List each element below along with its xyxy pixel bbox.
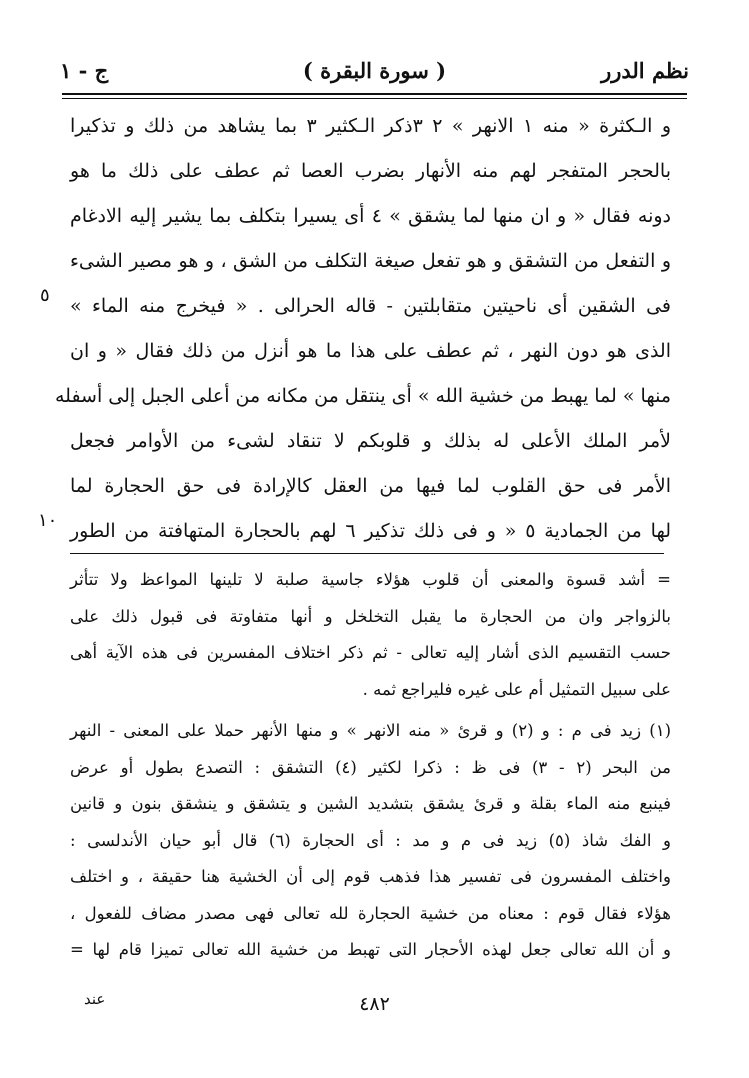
header-double-rule	[62, 93, 687, 99]
volume-label: ج - ١	[60, 58, 109, 83]
main-line: بالحجر المتفجر لهم منه الأنهار بضرب العصا ثم عطف على ذلك ما هو	[70, 160, 671, 182]
main-line: الأمر فى حق القلوب لما فيها من العقل كالإرادة فى حق الحجارة لما	[70, 475, 671, 497]
main-line: و الـكثرة « منه ١ الانهر » ٢ ٣ذكر الـكثير ٣ بما يشاهد من ذلك و تذكيرا	[70, 115, 672, 137]
footnote-line: و الفك شاذ (٥) زيد فى م و مد : أى الحجارة (٦) قال أبو حيان الأندلسى :	[70, 830, 671, 850]
main-line: فى الشقين أى ناحيتين متقابلتين - قاله الحرالى . « فيخرج منه الماء »	[70, 295, 671, 317]
note-line: = أشد قسوة والمعنى أن قلوب هؤلاء جاسية صلبة لا تلينها المواعظ ولا تتأثر	[70, 570, 671, 589]
continued-note	[70, 562, 671, 708]
page-number: ٤٨٢	[359, 993, 390, 1015]
running-header	[60, 50, 689, 90]
footnote-line: و أن الله تعالى جعل لهذه الأحجار التى تهبط من خشية الله تعالى تميزا قام لها =	[70, 940, 671, 959]
footnote-line: فينبع منه الماء بقلة و قرئ يشقق بتشديد الشين و يتشقق و ينشقق بنون و قانين	[70, 794, 671, 813]
main-line: الذى هو دون النهر ، ثم عطف على هذا ما هو أنزل من ذلك فقال « و ان	[70, 340, 671, 362]
note-line: على سبيل التمثيل أم على غيره فليراجع ثمه .	[362, 679, 671, 699]
footnote-separator	[70, 553, 664, 554]
line-number: ١٠	[38, 510, 58, 531]
main-line: دونه فقال « و ان منها لما يشقق » ٤ أى يسيرا بتكلف بما يشير إليه الادغام	[70, 205, 671, 227]
footnotes	[70, 713, 671, 969]
line-number: ٥	[40, 285, 50, 306]
footnote-line: (١) زيد فى م : و (٢) و قرئ « منه الانهر » و منها الأنهر حملا على المعنى - النهر	[70, 721, 672, 740]
main-line: لأمر الملك الأعلى له بذلك و قلوبكم لا تنقاد لشىء من الأوامر فجعل	[70, 430, 671, 452]
main-text	[54, 104, 672, 554]
catchword: عند	[84, 990, 106, 1008]
note-line: حسب التقسيم الذى أشار إليه تعالى - ثم ذكر اختلاف المفسرين فى هذه الآية أهى	[70, 643, 671, 662]
main-line: منها » لما يهبط من خشية الله » أى ينتقل من مكانه من أعلى الجبل إلى أسفله	[54, 385, 671, 407]
footnote-line: واختلف المفسرون فى تفسير هذا فذهب قوم إلى أن الخشية هنا حقيقة ، و اختلف	[70, 867, 671, 886]
surah-title: ( سورة البقرة )	[302, 58, 447, 83]
book-title: نظم الدرر	[601, 58, 689, 83]
footnote-line: هؤلاء فقال قوم : معناه من خشية الحجارة لله تعالى فهى مصدر مضاف للفعول ،	[70, 903, 671, 923]
main-line: و التفعل من التشقق و هو تفعل صيغة التكلف من الشق ، و هو مصير الشىء	[70, 250, 671, 272]
main-line: لها من الجمادية ٥ « و فى ذلك تذكير ٦ لهم بالحجارة المتهافتة من الطور	[70, 520, 672, 542]
note-line: بالزواجر وان من الحجارة ما يقبل التخلخل و أنها متفاوتة فى قبول ذلك على	[70, 606, 671, 626]
footnote-line: من البحر (٢ - ٣) فى ظ : ذكرا لكثير (٤) التشقق : التصدع بطول أو عرض	[70, 757, 671, 777]
